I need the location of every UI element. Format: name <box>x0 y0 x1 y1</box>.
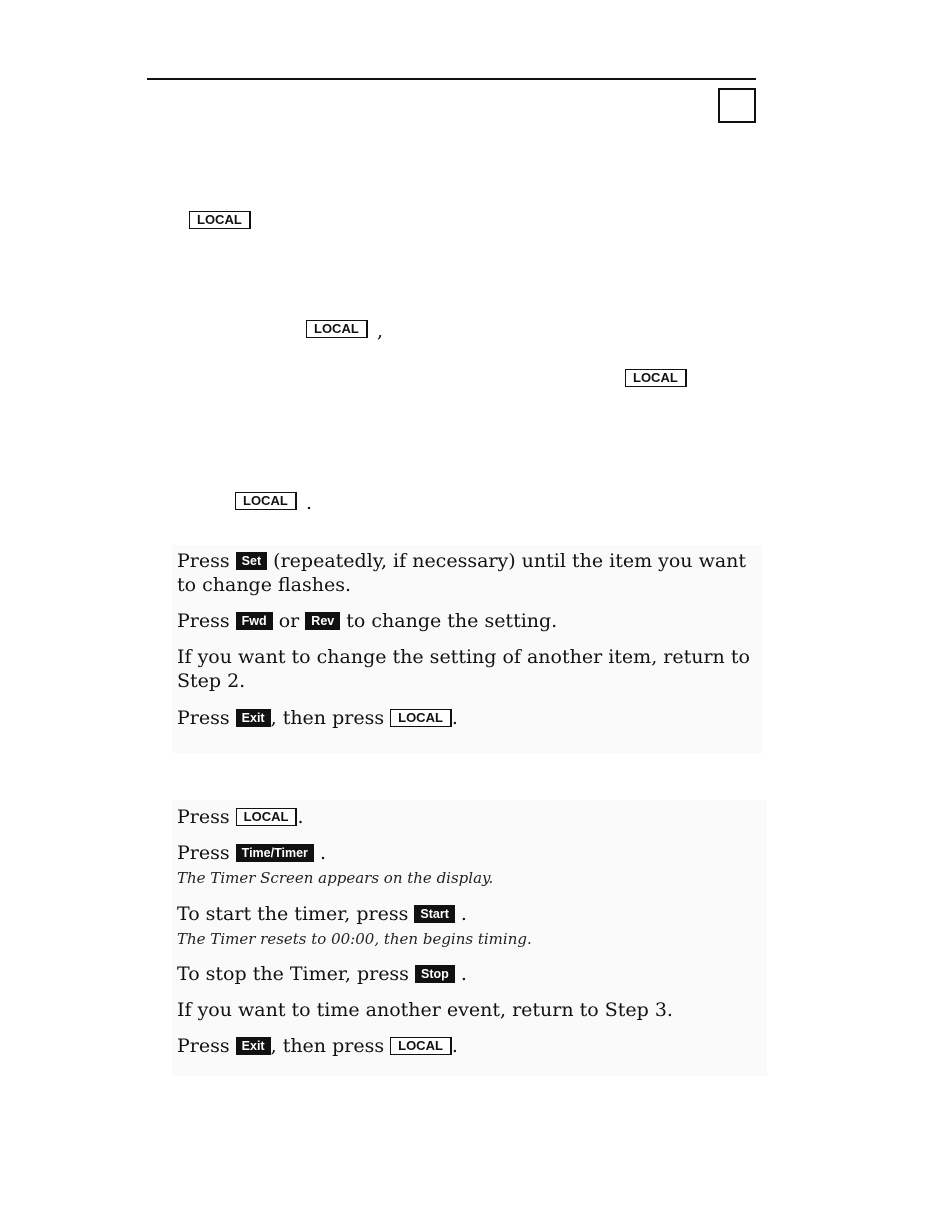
page-tab-box <box>718 88 756 123</box>
press-word: Press <box>177 610 230 632</box>
press-word: Press <box>177 1035 230 1057</box>
fwd-key: Fwd <box>236 612 273 630</box>
step-text: , then press <box>270 1035 385 1057</box>
period: . <box>460 963 467 985</box>
s1-step3: If you want to change the setting of another item, return to <box>177 646 750 668</box>
press-word: Press <box>177 550 230 572</box>
step-text: to change the setting. <box>346 610 558 632</box>
s2-step6 <box>177 1034 458 1058</box>
s1-step2 <box>177 609 557 633</box>
period: . <box>306 492 313 514</box>
period: . <box>460 903 467 925</box>
set-key: Set <box>236 552 267 570</box>
local-key: LOCAL <box>390 1037 452 1055</box>
step-text: , then press <box>270 707 385 729</box>
header-rule <box>147 78 756 80</box>
or-word: or <box>278 610 300 632</box>
local-key: LOCAL <box>235 492 297 510</box>
rev-key: Rev <box>305 612 340 630</box>
s2-step5: If you want to time another event, return to Step 3. <box>177 999 673 1021</box>
local-key: LOCAL <box>189 211 251 229</box>
period: . <box>451 707 458 729</box>
press-word: Press <box>177 806 230 828</box>
press-word: Press <box>177 842 230 864</box>
s1-step3-cont: Step 2. <box>177 670 246 692</box>
step-text: To stop the Timer, press <box>177 963 409 985</box>
local-key: LOCAL <box>236 808 298 826</box>
period: . <box>297 806 304 828</box>
comma: , <box>377 320 384 342</box>
local-key: LOCAL <box>390 709 452 727</box>
s1-step1 <box>177 549 746 573</box>
stop-key: Stop <box>415 965 455 983</box>
local-key: LOCAL <box>625 369 687 387</box>
start-key: Start <box>414 905 454 923</box>
s2-step3-note: The Timer resets to 00:00, then begins timing. <box>177 930 532 948</box>
press-word: Press <box>177 707 230 729</box>
exit-key: Exit <box>236 1037 271 1055</box>
exit-key: Exit <box>236 709 271 727</box>
s1-step1-cont: to change flashes. <box>177 574 352 596</box>
local-key: LOCAL <box>306 320 368 338</box>
s2-step1 <box>177 805 304 829</box>
s2-step3 <box>177 902 467 926</box>
step-text: (repeatedly, if necessary) until the item you want <box>273 550 747 572</box>
s1-step4 <box>177 706 458 730</box>
step-text: To start the timer, press <box>177 903 409 925</box>
s2-step4 <box>177 962 467 986</box>
s2-step2-note: The Timer Screen appears on the display. <box>177 869 494 887</box>
period: . <box>319 842 327 864</box>
time-timer-key: Time/Timer <box>236 844 314 862</box>
period: . <box>451 1035 458 1057</box>
s2-step2 <box>177 841 326 865</box>
